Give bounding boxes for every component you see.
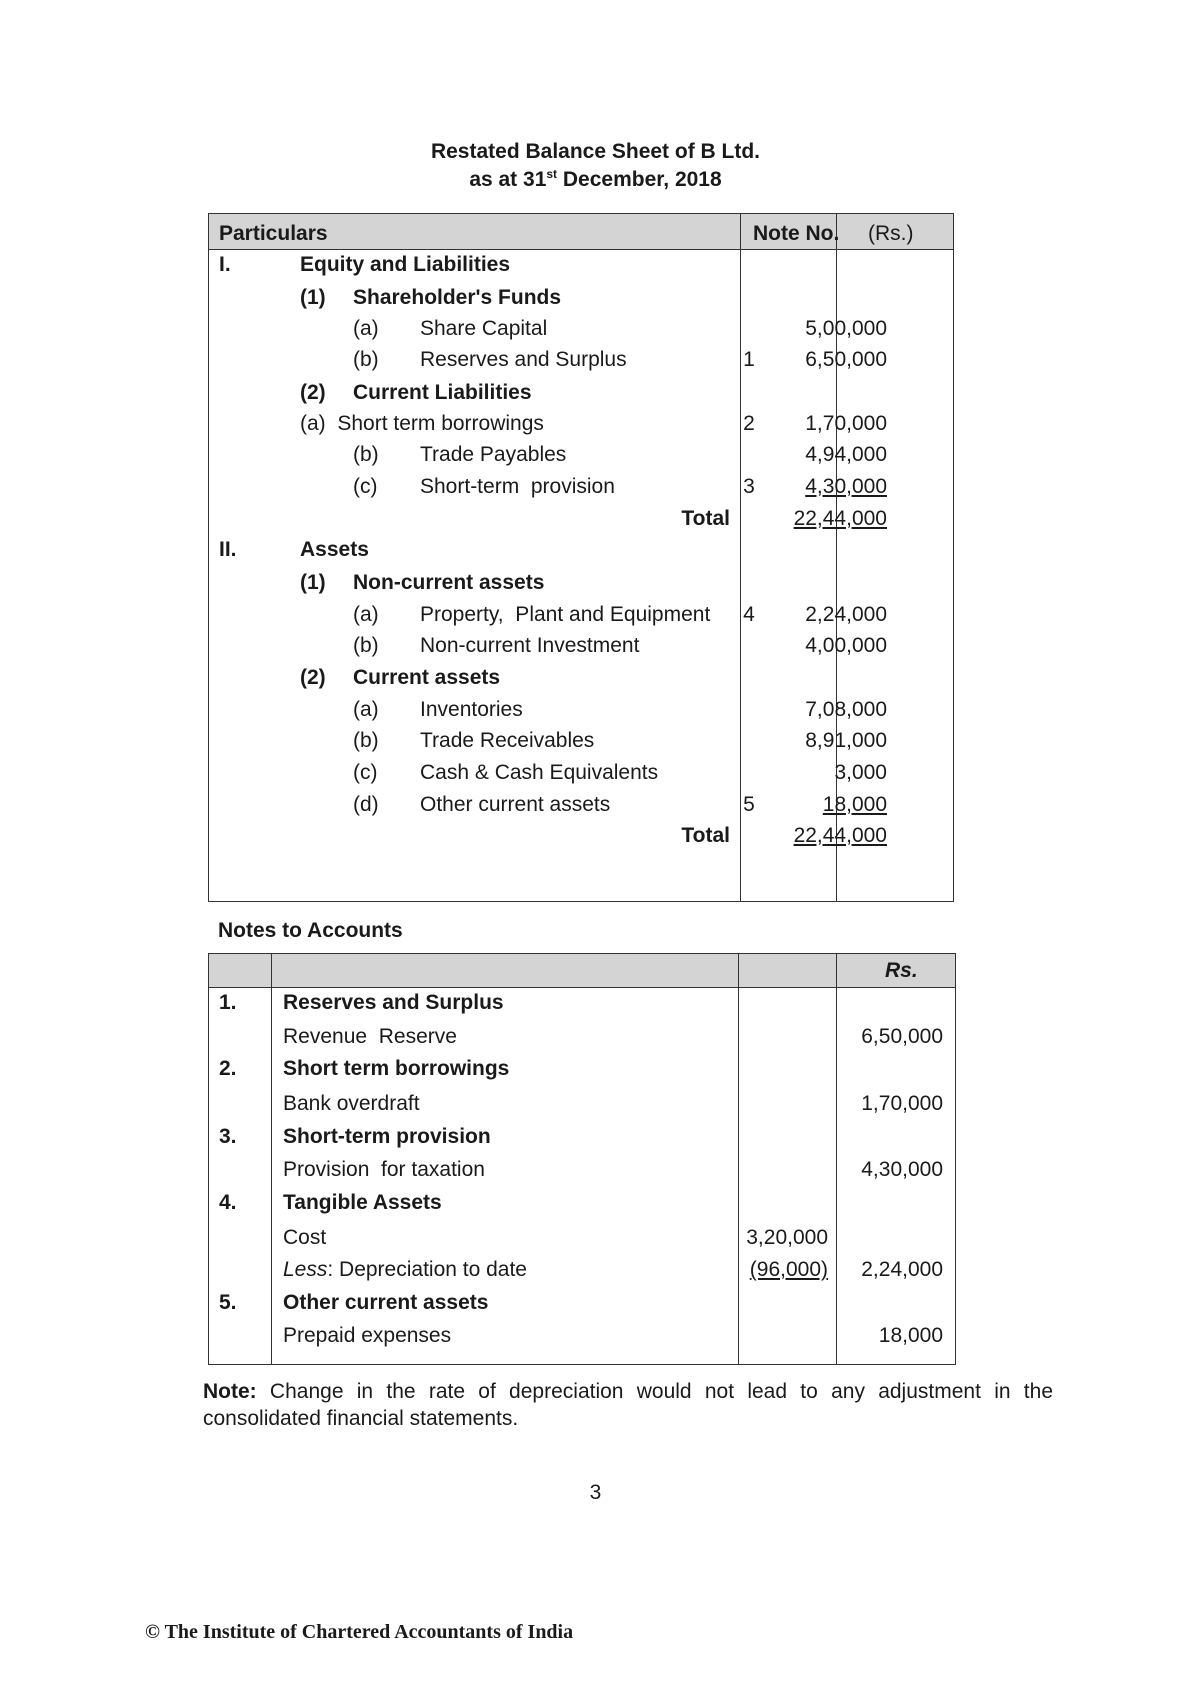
balance-sheet-table — [208, 213, 954, 902]
note-title: Short term borrowings — [283, 1057, 510, 1080]
group-label: Current Liabilities — [353, 381, 532, 404]
note-amount: 1,70,000 — [861, 1092, 943, 1115]
note-title: Short-term provision — [283, 1125, 491, 1148]
note-paragraph: Note: Change in the rate of depreciation would not lead to any adjustment in the consolidated financial statements. — [203, 1380, 1053, 1430]
amount-header: (Rs.) — [868, 222, 914, 245]
total-label: Total — [681, 824, 730, 847]
section-label: Equity and Liabilities — [300, 253, 511, 276]
item-letter: (c) — [353, 475, 378, 498]
item-amount: 4,30,000 — [805, 475, 887, 498]
note-item: Less: Depreciation to date — [283, 1258, 527, 1281]
item-amount: 4,94,000 — [805, 443, 887, 466]
section-number: II. — [219, 538, 237, 561]
item-label: Non-current Investment — [420, 634, 640, 657]
group-label: Shareholder's Funds — [353, 286, 562, 309]
page-number: 3 — [589, 1481, 602, 1504]
item-letter: (a) — [353, 603, 379, 626]
item-letter: (a) — [353, 317, 379, 340]
item-label: Share Capital — [420, 317, 548, 340]
item-note: 4 — [743, 603, 755, 626]
item-letter: (d) — [353, 793, 379, 816]
notes-table-header — [209, 954, 955, 988]
item-amount: 4,00,000 — [805, 634, 887, 657]
item-amount: 8,91,000 — [805, 729, 887, 752]
note-item: Prepaid expenses — [283, 1324, 452, 1347]
note-number: 1. — [219, 991, 237, 1014]
item-amount: 3,000 — [834, 761, 887, 784]
note-number: 2. — [219, 1057, 237, 1080]
item-amount: 6,50,000 — [805, 348, 887, 371]
item-label: Inventories — [420, 698, 523, 721]
footer-copyright: © The Institute of Chartered Accountants of India — [145, 1621, 574, 1643]
statement-title: Restated Balance Sheet of B Ltd. — [430, 140, 761, 163]
item-letter: (b) — [353, 443, 379, 466]
note-title: Reserves and Surplus — [283, 991, 504, 1014]
section-number: I. — [219, 253, 231, 276]
item-note: 2 — [743, 412, 755, 435]
item-letter: (a) — [353, 698, 379, 721]
item-letter: (b) — [353, 634, 379, 657]
note-item: Bank overdraft — [283, 1092, 420, 1115]
item-amount: 1,70,000 — [805, 412, 887, 435]
group-number: (2) — [300, 666, 326, 689]
group-number: (2) — [300, 381, 326, 404]
note-no-header: Note No. — [753, 222, 840, 245]
item-amount: 18,000 — [822, 793, 887, 816]
note-amount: 18,000 — [878, 1324, 943, 1347]
total-label: Total — [681, 507, 730, 530]
notes-amount-header: Rs. — [885, 959, 918, 982]
item-label: Other current assets — [420, 793, 611, 816]
item-label: (a) Short term borrowings — [300, 412, 544, 435]
note-title: Other current assets — [283, 1291, 489, 1314]
note-item: Cost — [283, 1226, 327, 1249]
item-label: Property, Plant and Equipment — [420, 603, 711, 626]
note-sub-amount: (96,000) — [749, 1258, 828, 1281]
note-sub-amount: 3,20,000 — [746, 1226, 828, 1249]
item-note: 3 — [743, 475, 755, 498]
item-label: Short-term provision — [420, 475, 615, 498]
item-note: 5 — [743, 793, 755, 816]
item-letter: (b) — [353, 348, 379, 371]
total-amount: 22,44,000 — [793, 824, 887, 847]
item-note: 1 — [743, 348, 755, 371]
note-title: Tangible Assets — [283, 1191, 442, 1214]
note-amount: 6,50,000 — [861, 1025, 943, 1048]
item-label: Trade Payables — [420, 443, 567, 466]
statement-date: as at 31st December, 2018 — [469, 167, 722, 191]
particulars-header: Particulars — [219, 222, 328, 245]
section-label: Assets — [300, 538, 369, 561]
group-number: (1) — [300, 286, 326, 309]
notes-heading: Notes to Accounts — [218, 919, 403, 942]
note-amount: 4,30,000 — [861, 1158, 943, 1181]
note-item: Provision for taxation — [283, 1158, 485, 1181]
note-amount: 2,24,000 — [861, 1258, 943, 1281]
total-amount: 22,44,000 — [793, 507, 887, 530]
group-label: Current assets — [353, 666, 501, 689]
item-amount: 7,08,000 — [805, 698, 887, 721]
group-number: (1) — [300, 571, 326, 594]
item-label: Trade Receivables — [420, 729, 595, 752]
notes-table — [208, 953, 956, 1365]
item-letter: (b) — [353, 729, 379, 752]
note-item: Revenue Reserve — [283, 1025, 457, 1048]
group-label: Non-current assets — [353, 571, 545, 594]
item-label: Cash & Cash Equivalents — [420, 761, 659, 784]
note-number: 4. — [219, 1191, 237, 1214]
item-amount: 2,24,000 — [805, 603, 887, 626]
item-amount: 5,00,000 — [805, 317, 887, 340]
item-letter: (c) — [353, 761, 378, 784]
item-label: Reserves and Surplus — [420, 348, 627, 371]
note-number: 5. — [219, 1291, 237, 1314]
note-number: 3. — [219, 1125, 237, 1148]
